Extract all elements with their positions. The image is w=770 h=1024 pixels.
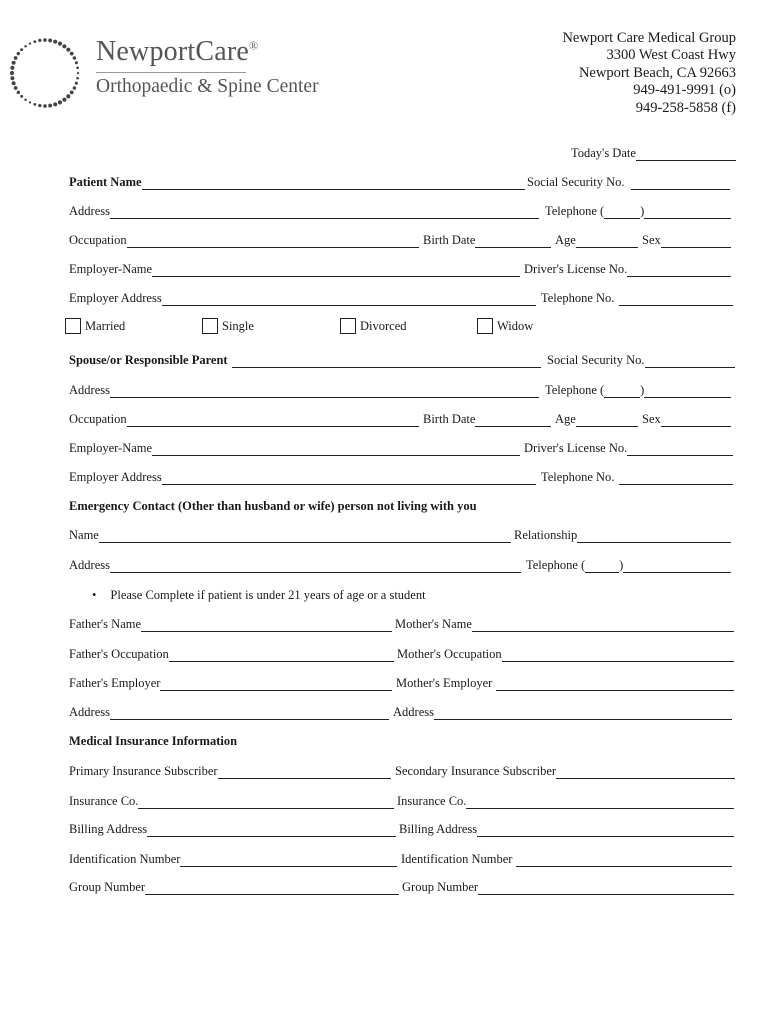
- widow-checkbox[interactable]: [477, 318, 493, 334]
- spouse-employer-row: [69, 440, 520, 456]
- emergency-address-row: [69, 557, 521, 573]
- primary-billing-row: [69, 821, 396, 837]
- mothers-occupation-row: [397, 646, 734, 662]
- patient-birthdate-label: Birth Date: [423, 233, 476, 247]
- secondary-id-label: Identification Number: [401, 852, 513, 866]
- fathers-occupation-field[interactable]: [169, 648, 394, 662]
- mother-address-row: [393, 704, 732, 720]
- todays-date-label: Today's Date: [571, 146, 636, 160]
- single-label: Single: [222, 319, 254, 333]
- patient-telephone-label: Telephone (: [545, 204, 605, 218]
- emergency-telephone-field[interactable]: [623, 559, 731, 573]
- spouse-occupation-field[interactable]: [127, 413, 419, 427]
- patient-address-row: [69, 203, 539, 219]
- clinic-address: [562, 30, 736, 117]
- spouse-name-field[interactable]: [232, 354, 541, 368]
- secondary-group-label: Group Number: [402, 880, 479, 894]
- patient-address-field[interactable]: [110, 205, 539, 219]
- mother-address-label: Address: [393, 705, 434, 719]
- father-address-label: Address: [69, 705, 110, 719]
- widow-option[interactable]: [477, 318, 533, 334]
- insurance-heading: Medical Insurance Information: [69, 734, 238, 748]
- primary-insurance-co-field[interactable]: [138, 795, 394, 809]
- secondary-subscriber-row: [395, 763, 735, 779]
- patient-name-label: Patient Name: [69, 175, 142, 189]
- married-option[interactable]: [65, 318, 125, 334]
- patient-employer-address-field[interactable]: [162, 292, 536, 306]
- close-paren: ): [640, 383, 645, 397]
- patient-employer-field[interactable]: [152, 263, 520, 277]
- secondary-group-field[interactable]: [478, 881, 734, 895]
- patient-age-row: [555, 232, 638, 248]
- spouse-sex-field[interactable]: [661, 413, 731, 427]
- emergency-telephone-row: [526, 557, 731, 573]
- primary-insurance-co-row: [69, 793, 394, 809]
- spouse-address-field[interactable]: [110, 384, 539, 398]
- spouse-sex-label: Sex: [642, 412, 661, 426]
- divorced-option[interactable]: [340, 318, 407, 334]
- address-line: Newport Care Medical Group: [562, 30, 736, 46]
- patient-address-label: Address: [69, 204, 110, 218]
- spouse-employer-phone-label: Telephone No.: [541, 470, 615, 484]
- close-paren: ): [640, 204, 645, 218]
- emergency-name-label: Name: [69, 528, 99, 542]
- spouse-age-label: Age: [555, 412, 576, 426]
- spouse-ssn-field[interactable]: [645, 354, 735, 368]
- mothers-employer-row: [396, 675, 734, 691]
- patient-name-row: [69, 174, 525, 190]
- secondary-insurance-co-field[interactable]: [466, 795, 734, 809]
- patient-ssn-field[interactable]: [631, 176, 730, 190]
- secondary-id-row: [401, 851, 732, 867]
- patient-area-code-field[interactable]: [604, 205, 640, 219]
- emergency-relationship-row: [514, 527, 731, 543]
- spouse-employer-phone-field[interactable]: [619, 471, 733, 485]
- spouse-ssn-row: [547, 352, 735, 368]
- spouse-occupation-label: Occupation: [69, 412, 127, 426]
- primary-subscriber-row: [69, 763, 391, 779]
- emergency-relationship-field[interactable]: [577, 529, 731, 543]
- address-line: Newport Beach, CA 92663: [578, 64, 736, 81]
- emergency-area-code-field[interactable]: [585, 559, 619, 573]
- mother-address-field[interactable]: [434, 706, 732, 720]
- primary-group-field[interactable]: [145, 881, 399, 895]
- primary-id-field[interactable]: [180, 853, 397, 867]
- patient-sex-label: Sex: [642, 233, 661, 247]
- fathers-occupation-row: [69, 646, 394, 662]
- primary-billing-field[interactable]: [147, 823, 396, 837]
- father-address-field[interactable]: [110, 706, 389, 720]
- spouse-license-field[interactable]: [627, 442, 733, 456]
- spouse-name-row: [69, 352, 541, 368]
- mothers-employer-field[interactable]: [496, 677, 734, 691]
- spouse-telephone-label: Telephone (: [545, 383, 605, 397]
- married-label: Married: [85, 319, 126, 333]
- secondary-billing-field[interactable]: [477, 823, 734, 837]
- mothers-name-field[interactable]: [472, 618, 734, 632]
- secondary-insurance-co-row: [397, 793, 734, 809]
- spouse-employer-field[interactable]: [152, 442, 520, 456]
- emergency-telephone-label: Telephone (: [526, 558, 586, 572]
- primary-insurance-co-label: Insurance Co.: [69, 794, 139, 808]
- fathers-name-label: Father's Name: [69, 617, 142, 631]
- spouse-ssn-label: Social Security No.: [547, 353, 645, 367]
- patient-ssn-label: Social Security No.: [527, 175, 625, 189]
- emergency-heading: Emergency Contact (Other than husband or wife) person not living with you: [69, 499, 477, 513]
- spouse-age-row: [555, 411, 638, 427]
- parent-address-row: [69, 704, 389, 720]
- primary-billing-label: Billing Address: [69, 822, 148, 836]
- emergency-relationship-label: Relationship: [514, 528, 578, 542]
- spouse-telephone-field[interactable]: [644, 384, 731, 398]
- spouse-address-row: [69, 382, 539, 398]
- mothers-occupation-label: Mother's Occupation: [397, 647, 502, 661]
- spouse-area-code-field[interactable]: [604, 384, 640, 398]
- patient-employer-phone-field[interactable]: [619, 292, 733, 306]
- primary-group-label: Group Number: [69, 880, 146, 894]
- spouse-address-label: Address: [69, 383, 110, 397]
- patient-employer-phone-row: [541, 290, 733, 306]
- spouse-license-label: Driver's License No.: [524, 441, 628, 455]
- spouse-age-field[interactable]: [576, 413, 638, 427]
- patient-license-row: [524, 261, 731, 277]
- patient-license-label: Driver's License No.: [524, 262, 628, 276]
- patient-name-field[interactable]: [142, 176, 525, 190]
- patient-telephone-row: [545, 203, 731, 219]
- patient-employer-address-label: Employer Address: [69, 291, 162, 305]
- fathers-employer-row: [69, 675, 392, 691]
- patient-sex-row: [642, 232, 731, 248]
- minor-note: [92, 588, 426, 603]
- patient-telephone-field[interactable]: [644, 205, 731, 219]
- address-line: 3300 West Coast Hwy: [606, 47, 736, 64]
- single-checkbox[interactable]: [202, 318, 218, 334]
- patient-employer-row: [69, 261, 520, 277]
- todays-date-row: [571, 145, 736, 161]
- spouse-occupation-row: [69, 411, 419, 427]
- fathers-name-field[interactable]: [141, 618, 392, 632]
- mothers-occupation-field[interactable]: [502, 648, 734, 662]
- secondary-subscriber-field[interactable]: [556, 765, 735, 779]
- secondary-subscriber-label: Secondary Insurance Subscriber: [395, 764, 557, 778]
- fathers-employer-label: Father's Employer: [69, 676, 161, 690]
- address-line: 949-491-9991 (o): [633, 82, 736, 99]
- emergency-address-label: Address: [69, 558, 110, 572]
- spouse-employer-address-row: [69, 469, 536, 485]
- close-paren: ): [619, 558, 624, 572]
- spouse-sex-row: [642, 411, 731, 427]
- spouse-employer-address-field[interactable]: [162, 471, 536, 485]
- widow-label: Widow: [497, 319, 534, 333]
- emergency-address-field[interactable]: [110, 559, 521, 573]
- spouse-label: Spouse/or Responsible Parent: [69, 353, 228, 367]
- mothers-name-row: [395, 616, 734, 632]
- minor-note-text: Please Complete if patient is under 21 years of age or a student: [110, 588, 426, 602]
- emergency-name-row: [69, 527, 511, 543]
- spouse-license-row: [524, 440, 733, 456]
- patient-license-field[interactable]: [627, 263, 731, 277]
- single-option[interactable]: [202, 318, 254, 334]
- spouse-birthdate-row: [423, 411, 551, 427]
- secondary-billing-row: [399, 821, 734, 837]
- divorced-checkbox[interactable]: [340, 318, 356, 334]
- brand-divider: [96, 72, 246, 73]
- mothers-employer-label: Mother's Employer: [396, 676, 493, 690]
- mothers-name-label: Mother's Name: [395, 617, 472, 631]
- spouse-employer-label: Employer-Name: [69, 441, 153, 455]
- primary-id-row: [69, 851, 397, 867]
- secondary-billing-label: Billing Address: [399, 822, 478, 836]
- newportcare-logo-icon: [6, 34, 84, 112]
- primary-id-label: Identification Number: [69, 852, 181, 866]
- brand-name: NewportCare®: [96, 36, 259, 67]
- patient-age-label: Age: [555, 233, 576, 247]
- spouse-telephone-row: [545, 382, 731, 398]
- secondary-group-row: [402, 879, 734, 895]
- fathers-occupation-label: Father's Occupation: [69, 647, 169, 661]
- bullet-icon: •: [92, 588, 97, 602]
- primary-group-row: [69, 879, 399, 895]
- secondary-insurance-co-label: Insurance Co.: [397, 794, 467, 808]
- divorced-label: Divorced: [360, 319, 407, 333]
- patient-ssn-row: [527, 174, 730, 190]
- patient-birthdate-field[interactable]: [475, 234, 551, 248]
- patient-occupation-label: Occupation: [69, 233, 127, 247]
- spouse-birthdate-field[interactable]: [475, 413, 551, 427]
- todays-date-field[interactable]: [636, 147, 736, 161]
- patient-employer-phone-label: Telephone No.: [541, 291, 615, 305]
- fathers-employer-field[interactable]: [160, 677, 392, 691]
- patient-employer-label: Employer-Name: [69, 262, 153, 276]
- patient-occupation-field[interactable]: [127, 234, 419, 248]
- married-checkbox[interactable]: [65, 318, 81, 334]
- address-line: 949-258-5858 (f): [635, 99, 736, 116]
- secondary-id-field[interactable]: [516, 853, 732, 867]
- emergency-name-field[interactable]: [99, 529, 511, 543]
- spouse-employer-address-label: Employer Address: [69, 470, 162, 484]
- brand-subtitle: Orthopaedic & Spine Center: [96, 76, 319, 97]
- primary-subscriber-field[interactable]: [218, 765, 391, 779]
- fathers-name-row: [69, 616, 392, 632]
- patient-sex-field[interactable]: [661, 234, 731, 248]
- patient-age-field[interactable]: [576, 234, 638, 248]
- spouse-employer-phone-row: [541, 469, 733, 485]
- primary-subscriber-label: Primary Insurance Subscriber: [69, 764, 218, 778]
- spouse-birthdate-label: Birth Date: [423, 412, 476, 426]
- patient-birthdate-row: [423, 232, 551, 248]
- patient-occupation-row: [69, 232, 419, 248]
- patient-employer-address-row: [69, 290, 536, 306]
